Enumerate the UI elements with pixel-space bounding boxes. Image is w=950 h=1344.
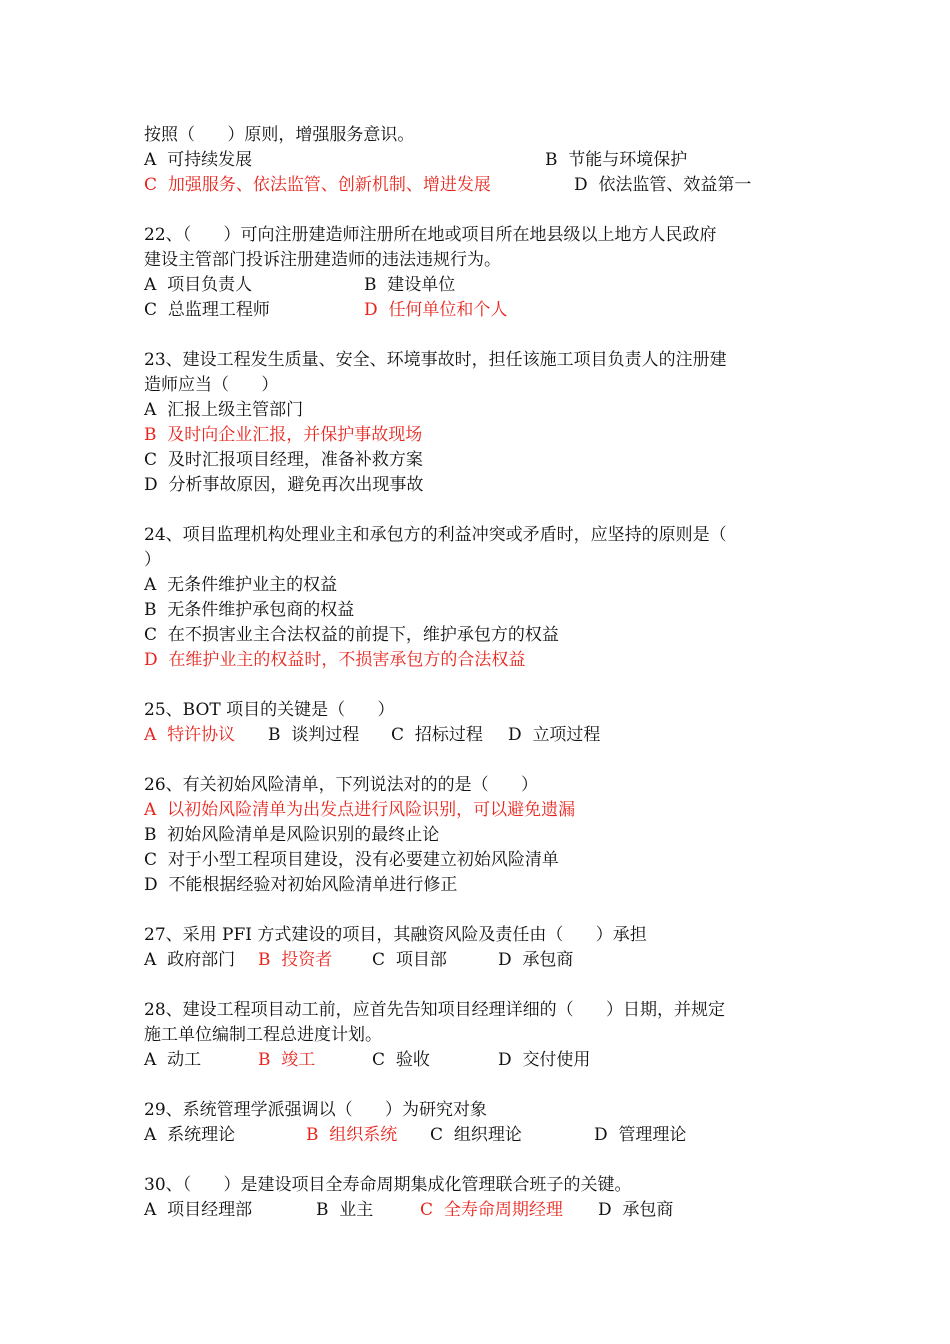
question-30-option-b: B 业主 [316, 1200, 374, 1220]
question-26-option-b: B 初始风险清单是风险识别的最终止论 [144, 825, 440, 845]
question-30-stem: 30、（ ）是建设项目全寿命周期集成化管理联合班子的关键。 [144, 1175, 632, 1195]
question-29-option-b-answer: B 组织系统 [306, 1125, 398, 1145]
question-23-option-a: A 汇报上级主管部门 [144, 400, 304, 420]
question-24-stem-line-2: ） [144, 550, 161, 570]
question-27-option-b-answer: B 投资者 [258, 950, 333, 970]
question-27-option-d: D 承包商 [498, 950, 574, 970]
question-26-stem: 26、有关初始风险清单，下列说法对的的是（ ） [144, 775, 539, 795]
question-23-stem-line-2: 造师应当（ ） [144, 375, 279, 395]
question-21-option-d: D 依法监管、效益第一 [574, 175, 752, 195]
question-29-option-a: A 系统理论 [144, 1125, 236, 1145]
question-22-option-a: A 项目负责人 [144, 275, 253, 295]
question-28-option-a: A 动工 [144, 1050, 202, 1070]
question-26-option-a-answer: A 以初始风险清单为出发点进行风险识别，可以避免遗漏 [144, 800, 576, 820]
question-28-option-c: C 验收 [372, 1050, 430, 1070]
question-30-option-d: D 承包商 [598, 1200, 674, 1220]
question-28-option-b-answer: B 竣工 [258, 1050, 316, 1070]
question-25-option-d: D 立项过程 [508, 725, 601, 745]
question-23-option-d: D 分析事故原因，避免再次出现事故 [144, 475, 424, 495]
question-21-option-b: B 节能与环境保护 [545, 150, 688, 170]
question-26-option-d: D 不能根据经验对初始风险清单进行修正 [144, 875, 458, 895]
question-29-stem: 29、系统管理学派强调以（ ）为研究对象 [144, 1100, 488, 1120]
question-21-stem: 按照（ ）原则，增强服务意识。 [144, 125, 415, 145]
question-23-option-b-answer: B 及时向企业汇报，并保护事故现场 [144, 425, 423, 445]
question-29-option-c: C 组织理论 [430, 1125, 522, 1145]
question-29-option-d: D 管理理论 [594, 1125, 687, 1145]
question-22-option-b: B 建设单位 [364, 275, 456, 295]
question-27-stem: 27、采用 PFI 方式建设的项目，其融资风险及责任由（ ）承担 [144, 925, 647, 945]
question-24-option-b: B 无条件维护承包商的权益 [144, 600, 355, 620]
question-25-option-c: C 招标过程 [391, 725, 483, 745]
question-27-option-c: C 项目部 [372, 950, 447, 970]
question-27-option-a: A 政府部门 [144, 950, 236, 970]
question-22-option-c: C 总监理工程师 [144, 300, 270, 320]
question-26-option-c: C 对于小型工程项目建设，没有必要建立初始风险清单 [144, 850, 559, 870]
question-24-option-d-answer: D 在维护业主的权益时，不损害承包方的合法权益 [144, 650, 526, 670]
question-25-stem: 25、BOT 项目的关键是（ ） [144, 700, 395, 720]
question-21-option-a: A 可持续发展 [144, 150, 253, 170]
question-22-stem-line-1: 22、（ ）可向注册建造师注册所在地或项目所在地县级以上地方人民政府 [144, 225, 717, 245]
question-22-stem-line-2: 建设主管部门投诉注册建造师的违法违规行为。 [144, 250, 501, 270]
question-24-option-c: C 在不损害业主合法权益的前提下，维护承包方的权益 [144, 625, 559, 645]
question-30-option-a: A 项目经理部 [144, 1200, 253, 1220]
question-25-option-a-answer: A 特许协议 [144, 725, 236, 745]
question-28-stem-line-1: 28、建设工程项目动工前，应首先告知项目经理详细的（ ）日期，并规定 [144, 1000, 726, 1020]
question-28-option-d: D 交付使用 [498, 1050, 591, 1070]
question-28-stem-line-2: 施工单位编制工程总进度计划。 [144, 1025, 382, 1045]
question-25-option-b: B 谈判过程 [268, 725, 360, 745]
question-23-stem-line-1: 23、建设工程发生质量、安全、环境事故时，担任该施工项目负责人的注册建 [144, 350, 727, 370]
question-30-option-c-answer: C 全寿命周期经理 [420, 1200, 563, 1220]
question-23-option-c: C 及时汇报项目经理，准备补救方案 [144, 450, 423, 470]
question-21-option-c-answer: C 加强服务、依法监管、创新机制、增进发展 [144, 175, 491, 195]
question-24-stem-line-1: 24、项目监理机构处理业主和承包方的利益冲突或矛盾时，应坚持的原则是（ [144, 525, 727, 545]
question-22-option-d-answer: D 任何单位和个人 [364, 300, 508, 320]
question-24-option-a: A 无条件维护业主的权益 [144, 575, 338, 595]
